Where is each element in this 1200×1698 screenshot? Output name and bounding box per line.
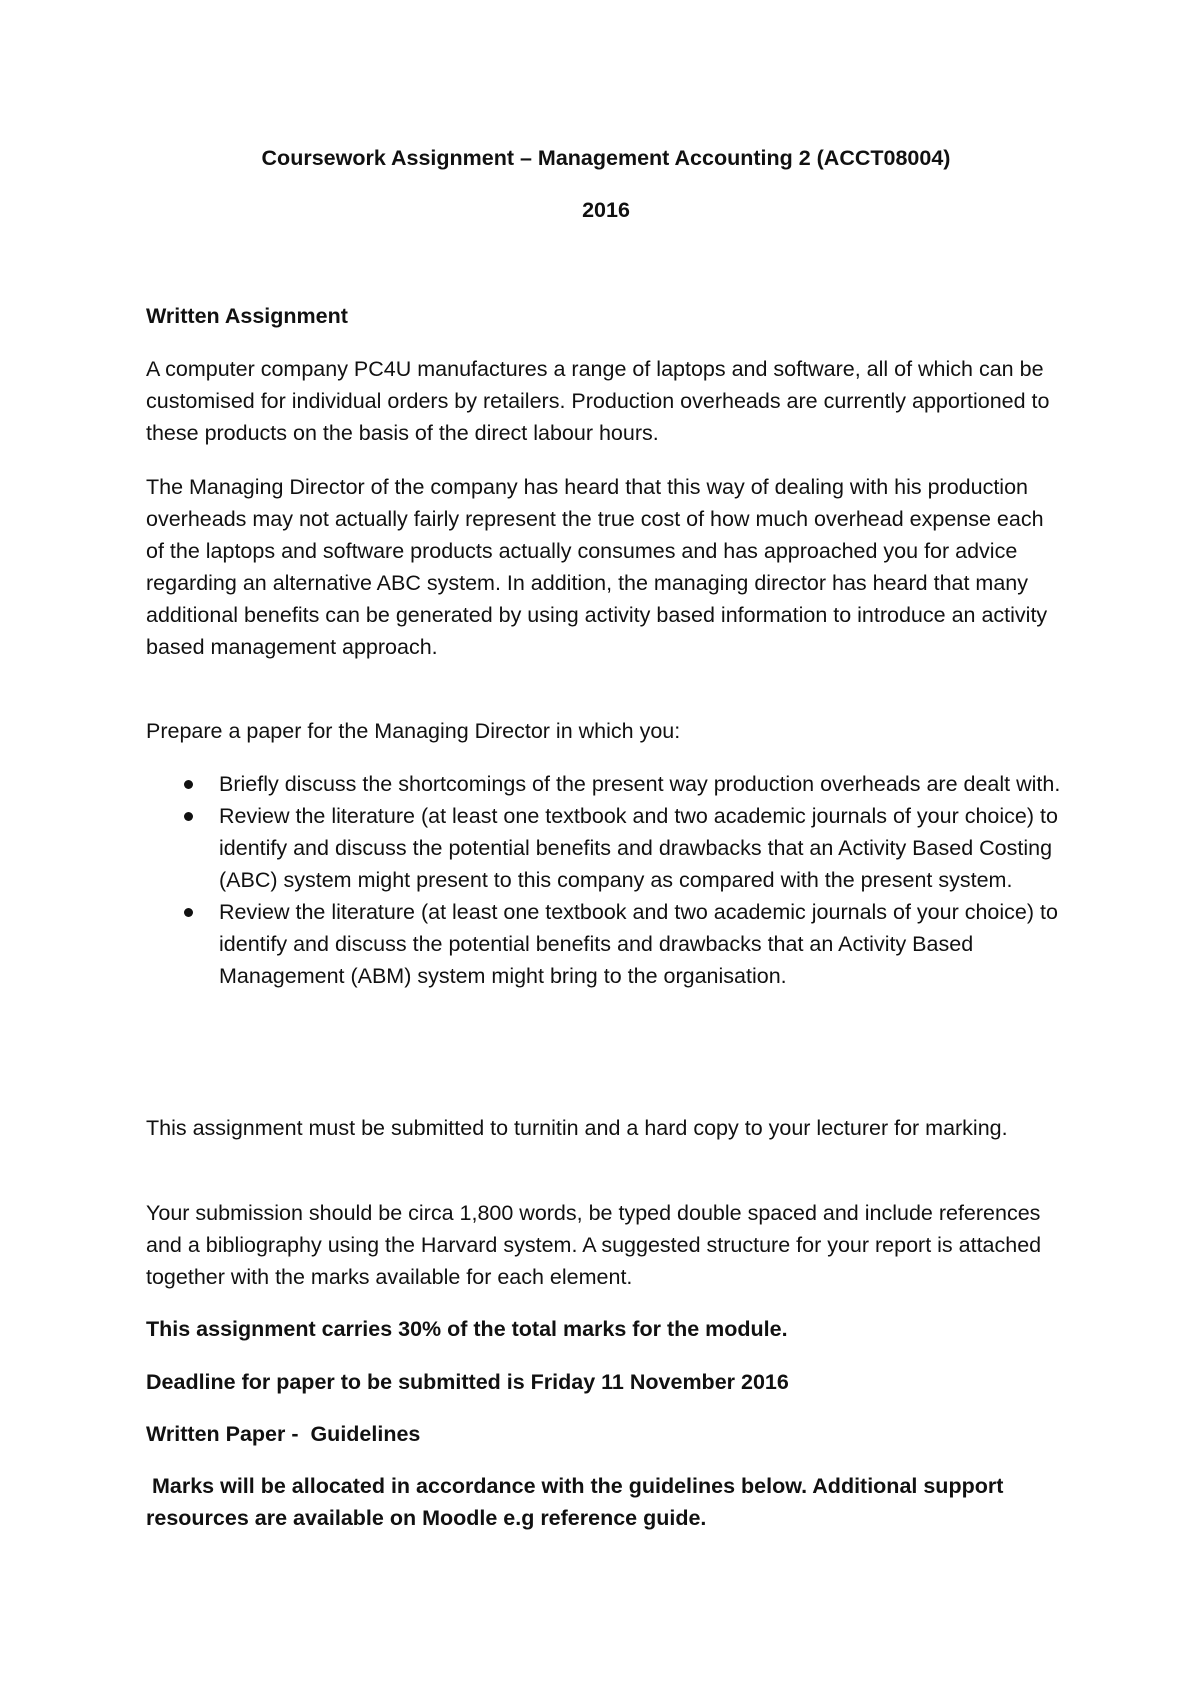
bullet-icon [184, 780, 193, 789]
document-title: Coursework Assignment – Management Accounting 2 (ACCT08004) [261, 146, 951, 170]
task-list [146, 768, 1066, 992]
paragraph-prepare: Prepare a paper for the Managing Director in which you: [146, 719, 681, 743]
document-year: 2016 [582, 198, 630, 222]
submission-note: This assignment must be submitted to turnitin and a hard copy to your lecturer for marking. [146, 1116, 1008, 1140]
word-count-note: Your submission should be circa 1,800 words, be typed double spaced and include references and a bibliography using the Harvard system. A suggested structure for your report is attached together with the marks available for each element. [146, 1201, 1042, 1289]
guidelines-heading: Written Paper - Guidelines [146, 1422, 421, 1446]
list-item-text: Briefly discuss the shortcomings of the present way production overheads are dealt with. [219, 772, 1061, 796]
weighting-note: This assignment carries 30% of the total marks for the module. [146, 1317, 788, 1341]
list-item [146, 800, 1066, 896]
paragraph-managing-director: The Managing Director of the company has heard that this way of dealing with his production overheads may not actually fairly represent the true cost of how much overhead expense each of the laptops and software products actually consumes and has approached you for advice regarding an alternative ABC system. In addition, the managing director has heard that many additional benefits can be generated by using activity based information to introduce an activity based management approach. [146, 475, 1048, 659]
marks-note: Marks will be allocated in accordance with the guidelines below. Additional support resources are available on Moodle e.g reference guide. [146, 1474, 1010, 1530]
list-item-text: Review the literature (at least one textbook and two academic journals of your choice) to identify and discuss the potential benefits and drawbacks that an Activity Based Management (ABM) system might bring to the organisation. [219, 900, 1058, 988]
list-item [146, 768, 1066, 800]
bullet-icon [184, 812, 193, 821]
list-item [146, 896, 1066, 992]
deadline-note: Deadline for paper to be submitted is Friday 11 November 2016 [146, 1370, 789, 1394]
paragraph-intro: A computer company PC4U manufactures a range of laptops and software, all of which can be customised for individual orders by retailers. Production overheads are currently apportioned to these products on the basis of the direct labour hours. [146, 357, 1050, 445]
bullet-icon [184, 908, 193, 917]
section-heading: Written Assignment [146, 304, 348, 328]
list-item-text: Review the literature (at least one textbook and two academic journals of your choice) to identify and discuss the potential benefits and drawbacks that an Activity Based Costing (ABC) system might present to this company as compared with the present system. [219, 804, 1058, 892]
